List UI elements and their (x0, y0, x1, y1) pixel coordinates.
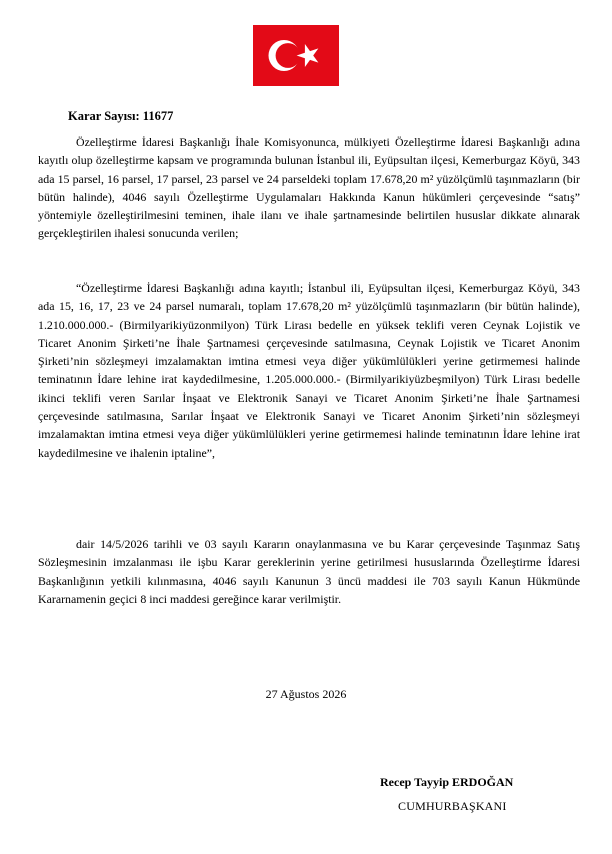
quoted-decision-paragraph: “Özelleştirme İdaresi Başkanlığı adına kayıtlı; İstanbul ili, Eyüpsultan ilçesi, Kemerburgaz Köyü, 343 ada 15, 16, 17, 23 ve 24 parsel numaralı, toplam 17.678,20 m² yüzölçümlü taşınmazların (bir bütün halinde), 1.210.000.000.- (Birmilyarikiyüzonmilyon) Türk Lirası bedelle en yüksek teklifi veren Ceynak Lojistik ve Ticaret Anonim Şirketi’ne İhale Şartnamesi çerçevesinde satılmasına, Ceynak Lojistik ve Ticaret Anonim Şirketi’nin sözleşmeyi imzalamaktan imtina etmesi veya diğer yükümlülükleri yerine getirmemesi halinde teminatının İdare lehine irat kaydedilmesine, 1.205.000.000.- (Birmilyarikiyüzbeşmilyon) Türk Lirası bedelle ikinci teklifi veren Sarılar İnşaat ve Elektronik Sanayi ve Ticaret Anonim Şirketi’ne İhale Şartnamesi çerçevesinde satılmasına, Sarılar İnşaat ve Elektronik Sanayi ve Ticaret Anonim Şirketi’nin sözleşmeyi imzalamaktan imtina etmesi veya diğer yükümlülükleri yerine getirmemesi halinde teminatının İdare lehine irat kaydedilmesine ve ihalenin iptaline”, (38, 281, 580, 460)
turkish-flag-icon (253, 25, 339, 86)
signer-first-names: Recep Tayyip (380, 775, 453, 789)
resolution-paragraph: dair 14/5/2026 tarihli ve 03 sayılı Kararın onaylanmasına ve bu Karar çerçevesinde Taşınmaz Satış Sözleşmesinin imzalanması ile işbu Karar gereklerinin yerine getirilmesi hususlarında Özelleştirme İdaresi Başkanlığının yetkili kılınmasına, 4046 sayılı Kanunun 3 üncü maddesi ile 703 sayılı Kanun Hükmünde Kararnamenin geçici 8 inci maddesi gereğince karar verilmiştir. (38, 537, 580, 606)
signer-surname: ERDOĞAN (452, 775, 514, 789)
decision-date: 27 Ağustos 2026 (265, 687, 347, 701)
signer-name (380, 775, 513, 790)
preamble-paragraph: Özelleştirme İdaresi Başkanlığı İhale Komisyonunca, mülkiyeti Özelleştirme İdaresi Başkanlığı adına kayıtlı olup özelleştirme kapsam ve programında bulunan İstanbul ili, Eyüpsultan ilçesi, Kemerburgaz Köyü, 343 ada 15 parsel, 16 parsel, 17 parsel, 23 parsel ve 24 parseldeki toplam 17.678,20 m² yüzölçümlü taşınmazların (bir bütün halinde), 4046 sayılı Özelleştirme Uygulamaları Hakkında Kanun hükümleri çerçevesinde “satış” yöntemiyle özelleştirilmesini teminen, ihale ilanı ve ihale şartnamesinde belirtilen hususlar dikkate alınarak gerçekleştirilen ihalesi sonucunda verilen; (38, 135, 580, 241)
decision-number: Karar Sayısı: 11677 (68, 109, 174, 123)
signer-title: CUMHURBAŞKANI (398, 799, 507, 813)
